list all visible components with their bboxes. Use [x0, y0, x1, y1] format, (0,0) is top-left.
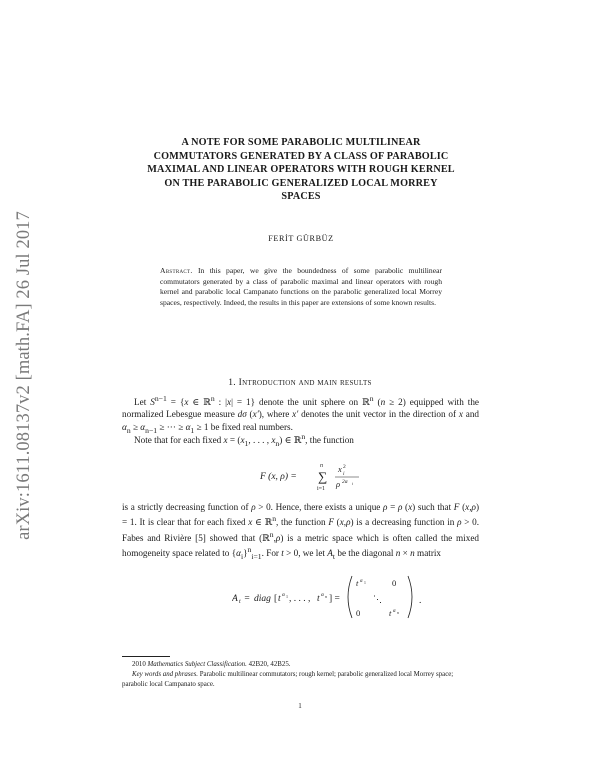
- title-line: A NOTE FOR SOME PARABOLIC MULTILINEAR: [181, 137, 421, 148]
- eq2-left-paren: [348, 576, 352, 618]
- footnote-msc: 2010 Mathematics Subject Classification. 42B20, 42B25.: [132, 661, 291, 668]
- paragraph-function: Note that for each fixed $x = (x_1$, . . . , $x_n$) ∈ ℝ$^n$, the function: [134, 432, 354, 448]
- eq1-denominator: ρ: [336, 479, 341, 489]
- eq1-upper: n: [320, 463, 323, 469]
- eq2-equals: =: [242, 594, 253, 604]
- eq1-sum: ∑: [318, 469, 328, 484]
- eq1-lower: i=1: [317, 486, 326, 492]
- eq2-m22: t: [389, 608, 392, 618]
- eq2-ddots: ⋱: [373, 594, 382, 604]
- eq2-a1: α: [282, 592, 285, 598]
- equation-diagonal-matrix: [232, 572, 432, 622]
- eq2-m11supsub: 1: [364, 581, 366, 585]
- eq2-m22sup: α: [393, 609, 396, 614]
- footnote-keywords: Key words and phrases. Parabolic multilinear commutators; rough kernel; parabolic generalized local Morrey space; parabolic local Campanato space.: [122, 671, 454, 689]
- section-title: Introduction and main results: [238, 378, 372, 388]
- eq1-den-sup-sub: i: [352, 481, 354, 486]
- abstract-label: Abstract.: [160, 266, 193, 275]
- eq2-t2: t: [317, 594, 320, 604]
- eq2-rbracket: ] =: [329, 594, 343, 604]
- paragraph-metric: is a strictly decreasing function of ρ > 0. Hence, there exists a unique ρ = ρ (x) such that F (x,ρ) = 1. It is clear that for each fixed x ∈ ℝ$^n$, the function F (x,ρ) is a decreasing function in ρ > 0. Fabes and Rivière [5] showed that (ℝ$^n$,ρ) is a metric space which is often called the mixed homogeneity space related to $\{\alpha_i\}^n_{i=1}$. For t > 0, we let $A_t$ be the diagonal n × n matrix: [122, 502, 480, 562]
- eq2-lhs-sub: t: [239, 599, 241, 605]
- equation-f-definition: [258, 455, 378, 497]
- eq1-den-sup: 2α: [342, 479, 348, 485]
- author-name: FERİT GÜRBÜZ: [268, 234, 334, 243]
- eq2-lhs: A: [232, 594, 238, 604]
- arxiv-sidebar: [4, 178, 44, 572]
- eq2-lbracket: [: [274, 594, 278, 604]
- eq1-numerator: x: [338, 464, 342, 474]
- eq2-diag: diag: [254, 594, 271, 604]
- eq2-m11sup: α: [360, 579, 363, 584]
- paper-title: [118, 136, 484, 204]
- eq2-ellipsis: , . . . ,: [289, 594, 313, 604]
- eq2-a1sub: 1: [286, 594, 288, 599]
- eq2-right-paren: [408, 576, 412, 618]
- abstract-text: In this paper, we give the boundedness of some parabolic multilinear commutators generated by a class of parabolic maximal and linear operators with rough kernel and parabolic local Campanato functions on the parabolic generalized local Morrey spaces, respectively. Indeed, the results in this paper are extensions of some known results.: [160, 266, 442, 307]
- paragraph-intro: Let $S^{n-1} = \{x$ ∈ ℝ$^n$ : |x| = 1} denote the unit sphere on ℝ$^n$ (n ≥ 2) equipped with the normalized Lebesgue measure dσ (x′), where x′ denotes the unit vector in the direction of x and $\alpha_n \ge \alpha_{n-1}$ ≥ ··· ≥ $\alpha_1 \ge 1$ be fixed real numbers.: [122, 394, 480, 435]
- eq1-num-sub: i: [343, 471, 345, 477]
- footnotes: [122, 660, 479, 691]
- eq2-a2sub: n: [325, 594, 327, 599]
- eq2-period: .: [419, 596, 422, 606]
- title-line: SPACES: [281, 191, 321, 203]
- eq1-lhs: F (x, ρ) =: [260, 472, 297, 482]
- title-line: COMMUTATORS GENERATED BY A CLASS OF PARABOLIC: [153, 150, 449, 162]
- eq2-t1: t: [278, 594, 281, 604]
- footnote-rule: [122, 656, 170, 657]
- section-number: 1.: [228, 378, 236, 388]
- eq2-a2: α: [321, 592, 324, 598]
- eq2-m22supsub: n: [397, 611, 399, 615]
- eq1-num-sup: 2: [343, 464, 346, 470]
- title-line: MAXIMAL AND LINEAR OPERATORS WITH ROUGH KERNEL: [147, 164, 455, 176]
- title-line: ON THE PARABOLIC GENERALIZED LOCAL MORREY: [164, 177, 438, 189]
- eq2-m21: 0: [356, 608, 361, 618]
- eq2-m12: 0: [392, 578, 397, 588]
- eq2-m11: t: [356, 578, 359, 588]
- section-heading: [100, 378, 500, 388]
- abstract: [160, 266, 442, 308]
- page-number: 1: [298, 702, 302, 710]
- arxiv-identifier: arXiv:1611.08137v2 [math.FA] 26 Jul 2017: [13, 210, 34, 540]
